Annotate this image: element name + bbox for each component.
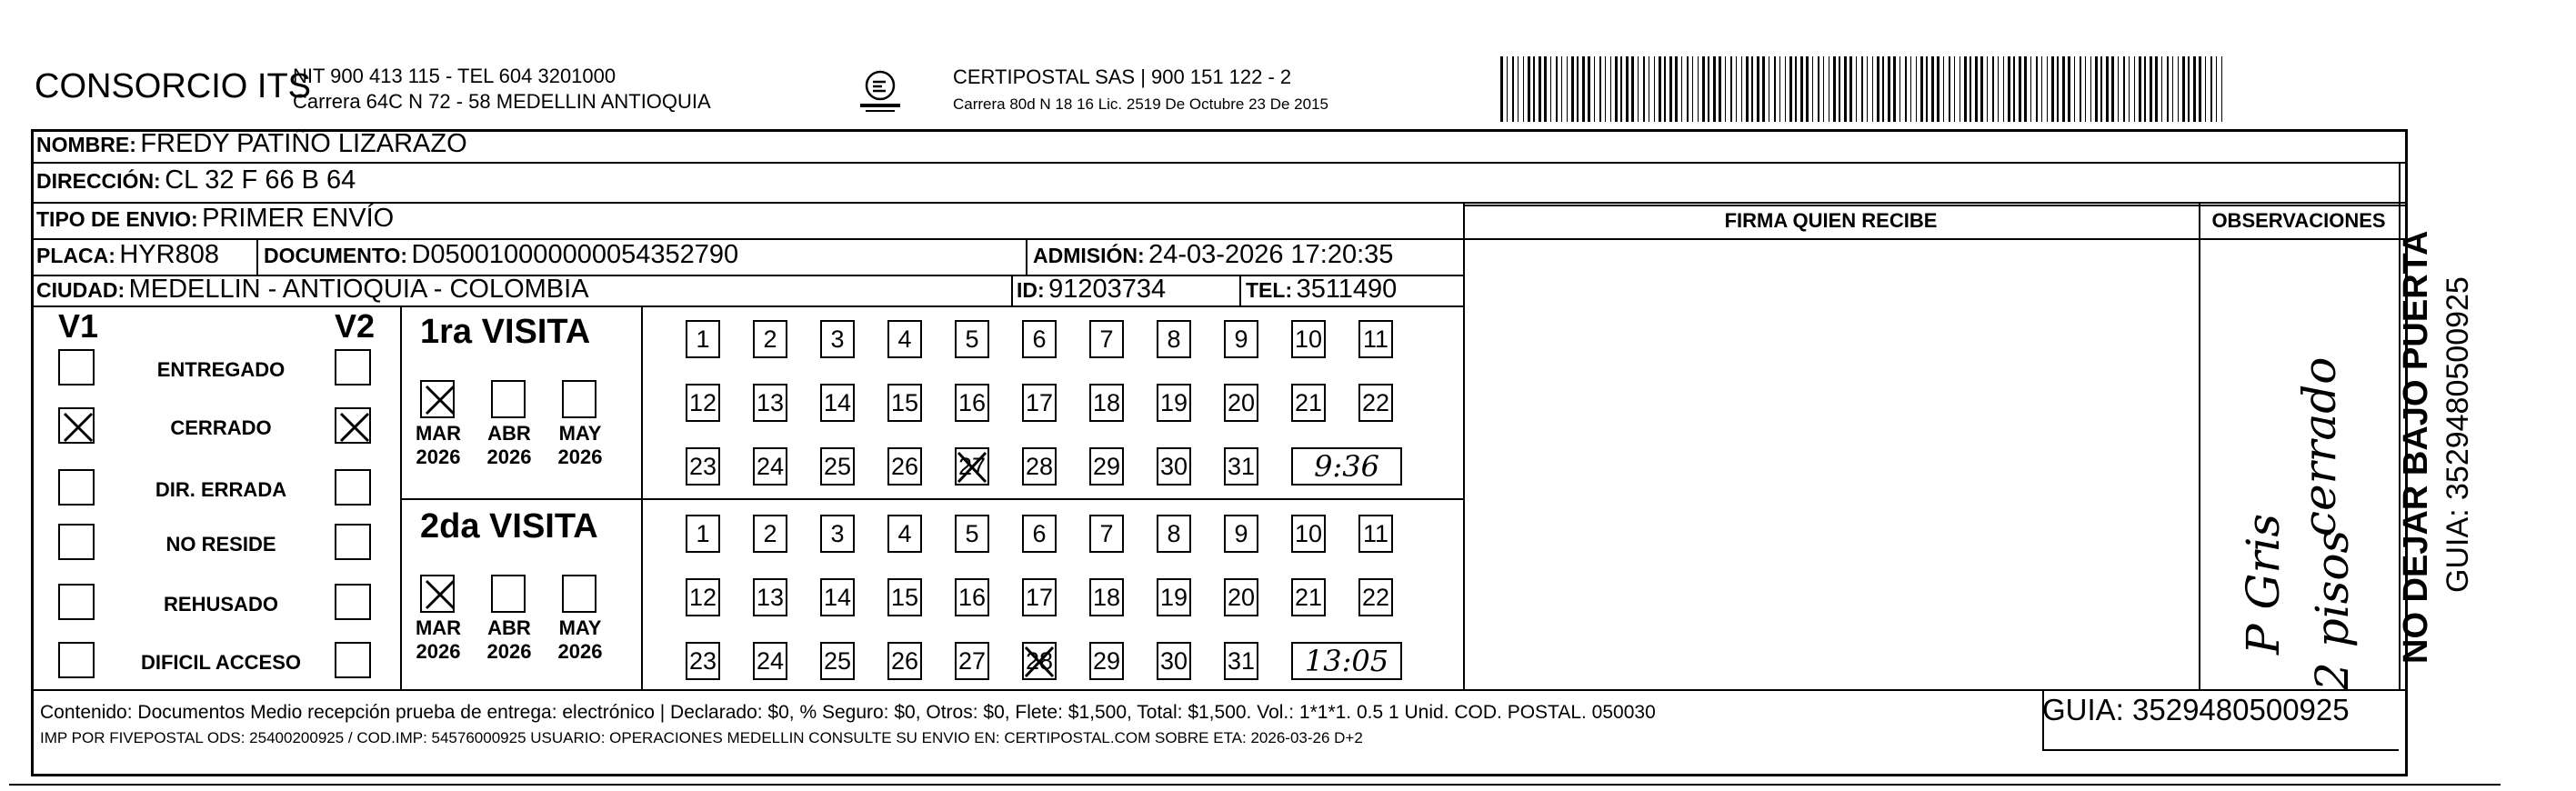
visit-time-field[interactable]: 9:36 <box>1291 447 1402 486</box>
month-name: MAY <box>558 422 602 445</box>
x-mark-icon <box>62 411 95 444</box>
status-v1-checkbox[interactable] <box>58 524 95 560</box>
status-v2-checkbox[interactable] <box>335 524 371 560</box>
col-divider <box>1011 275 1013 305</box>
day-checkbox[interactable]: 8 <box>1157 320 1191 358</box>
day-checkbox[interactable]: 18 <box>1089 384 1124 422</box>
documento-row <box>264 240 738 270</box>
placa-row <box>36 240 219 270</box>
month-label <box>551 616 609 664</box>
contenido-line: Contenido: Documentos Medio recepción prueba de entrega: electrónico | Declarado: $0, % Seguro: $0, Otros: $0, Flete: $1,500, Total: $1,500. Vol.: 1*1*1. 0.5 1 Unid. COD. POSTAL. 050030 <box>40 702 1656 723</box>
day-checkbox[interactable]: 1 <box>686 320 720 358</box>
tel-label: TEL: <box>1246 278 1293 302</box>
day-checkbox[interactable]: 26 <box>887 447 922 486</box>
barcode-icon <box>1500 56 2228 122</box>
day-checkbox[interactable]: 13 <box>753 384 787 422</box>
day-checkbox[interactable]: 31 <box>1224 642 1258 680</box>
day-checkbox[interactable]: 19 <box>1157 384 1191 422</box>
day-checkbox[interactable]: 3 <box>820 515 855 553</box>
month-year: 2026 <box>486 640 532 663</box>
direccion-label: DIRECCIÓN: <box>36 169 161 193</box>
day-checkbox[interactable]: 4 <box>887 515 922 553</box>
status-v1-checkbox[interactable] <box>58 349 95 385</box>
status-v2-checkbox[interactable] <box>335 407 371 444</box>
day-checkbox[interactable]: 25 <box>820 447 855 486</box>
month-checkbox[interactable] <box>420 575 455 613</box>
day-checkbox[interactable]: 27 <box>955 447 989 486</box>
col-divider <box>256 238 258 275</box>
col-divider <box>2199 202 2200 689</box>
day-checkbox[interactable]: 2 <box>753 515 787 553</box>
day-checkbox[interactable]: 8 <box>1157 515 1191 553</box>
row-divider <box>31 689 2408 691</box>
placa-label: PLACA: <box>36 244 115 267</box>
month-name: MAY <box>558 616 602 639</box>
day-checkbox[interactable]: 2 <box>753 320 787 358</box>
status-v1-checkbox[interactable] <box>58 407 95 444</box>
day-checkbox[interactable]: 11 <box>1358 515 1393 553</box>
status-v2-checkbox[interactable] <box>335 349 371 385</box>
visit-time-field[interactable]: 13:05 <box>1291 642 1402 680</box>
status-option-label: ENTREGADO <box>156 358 286 381</box>
company-name: CONSORCIO ITS <box>35 67 312 105</box>
day-checkbox[interactable]: 29 <box>1089 447 1124 486</box>
day-checkbox[interactable]: 21 <box>1291 384 1326 422</box>
tel-row <box>1246 275 1397 305</box>
day-checkbox[interactable]: 18 <box>1089 578 1124 616</box>
day-checkbox[interactable]: 28 <box>1022 447 1057 486</box>
day-checkbox[interactable]: 17 <box>1022 578 1057 616</box>
row-divider <box>31 162 2408 164</box>
day-checkbox[interactable]: 12 <box>686 384 720 422</box>
nombre-label: NOMBRE: <box>36 133 136 156</box>
day-checkbox[interactable]: 20 <box>1224 384 1258 422</box>
imp-line: IMP POR FIVEPOSTAL ODS: 25400200925 / COD.IMP: 54576000925 USUARIO: OPERACIONES MEDELLIN CONSULTE SU ENVIO EN: CERTIPOSTAL.COM SOBRE ETA: 2026-03-26 D+2 <box>40 729 1363 746</box>
company-address: Carrera 64C N 72 - 58 MEDELLIN ANTIOQUIA <box>293 90 711 113</box>
carrier-info <box>953 64 1328 118</box>
month-year: 2026 <box>557 446 603 468</box>
nombre-value: FREDY PATIÑO LIZARAZO <box>140 129 467 158</box>
direccion-row <box>36 165 356 195</box>
row-divider <box>1463 238 2408 240</box>
x-mark-icon <box>1022 642 1057 680</box>
day-checkbox[interactable]: 6 <box>1022 320 1057 358</box>
tipo-envio-value: PRIMER ENVÍO <box>202 204 395 233</box>
day-checkbox[interactable]: 17 <box>1022 384 1057 422</box>
day-checkbox[interactable]: 23 <box>686 447 720 486</box>
x-mark-icon <box>424 384 456 416</box>
ciudad-row <box>36 275 589 305</box>
ciudad-value: MEDELLIN - ANTIOQUIA - COLOMBIA <box>128 275 589 304</box>
carrier-license: Carrera 80d N 18 16 Lic. 2519 De Octubre 23 De 2015 <box>953 95 1328 113</box>
month-checkbox[interactable] <box>562 575 596 613</box>
month-checkbox[interactable] <box>491 380 526 418</box>
day-checkbox[interactable]: 30 <box>1157 447 1191 486</box>
direccion-value: CL 32 F 66 B 64 <box>165 165 356 195</box>
day-checkbox[interactable]: 10 <box>1291 320 1326 358</box>
day-checkbox[interactable]: 16 <box>955 578 989 616</box>
status-v2-checkbox[interactable] <box>335 469 371 506</box>
month-year: 2026 <box>486 446 532 468</box>
placa-value: HYR808 <box>119 240 219 269</box>
col-divider <box>1239 275 1241 305</box>
month-name: ABR <box>487 616 531 639</box>
guia-box-bottom <box>2042 749 2399 751</box>
day-checkbox[interactable]: 31 <box>1224 447 1258 486</box>
month-checkbox[interactable] <box>562 380 596 418</box>
month-year: 2026 <box>416 640 461 663</box>
day-checkbox[interactable]: 4 <box>887 320 922 358</box>
day-checkbox[interactable]: 6 <box>1022 515 1057 553</box>
status-option-label: REHUSADO <box>164 593 278 616</box>
month-year: 2026 <box>416 446 461 468</box>
month-name: MAR <box>415 422 462 445</box>
status-v1-checkbox[interactable] <box>58 584 95 620</box>
admision-label: ADMISIÓN: <box>1033 244 1145 267</box>
observaciones-handwriting <box>2219 264 2391 691</box>
status-v2-checkbox[interactable] <box>335 584 371 620</box>
month-name: ABR <box>487 422 531 445</box>
day-checkbox[interactable]: 16 <box>955 384 989 422</box>
day-checkbox[interactable]: 5 <box>955 515 989 553</box>
month-year: 2026 <box>557 640 603 663</box>
carrier-line: CERTIPOSTAL SAS | 900 151 122 - 2 <box>953 65 1292 88</box>
day-checkbox[interactable]: 20 <box>1224 578 1258 616</box>
month-label <box>480 616 538 664</box>
company-contact <box>293 64 711 115</box>
day-checkbox[interactable]: 15 <box>887 578 922 616</box>
x-mark-icon <box>955 447 989 486</box>
day-checkbox[interactable]: 24 <box>753 447 787 486</box>
day-checkbox[interactable]: 29 <box>1089 642 1124 680</box>
observaciones-hw-line: P Gris <box>2237 513 2290 655</box>
day-checkbox[interactable]: 5 <box>955 320 989 358</box>
month-checkbox[interactable] <box>491 575 526 613</box>
day-checkbox[interactable]: 26 <box>887 642 922 680</box>
status-option-label: DIR. ERRADA <box>155 478 287 501</box>
day-checkbox[interactable]: 22 <box>1358 578 1393 616</box>
day-checkbox[interactable]: 24 <box>753 642 787 680</box>
day-checkbox[interactable]: 3 <box>820 320 855 358</box>
status-v1-checkbox[interactable] <box>58 469 95 506</box>
month-label <box>480 422 538 469</box>
month-label <box>409 616 467 664</box>
nit-line: NIT 900 413 115 - TEL 604 3201000 <box>293 65 616 87</box>
day-checkbox[interactable]: 9 <box>1224 320 1258 358</box>
day-checkbox[interactable]: 22 <box>1358 384 1393 422</box>
documento-value: D050010000000054352790 <box>411 240 739 269</box>
day-checkbox[interactable]: 14 <box>820 384 855 422</box>
col-divider <box>1463 202 1465 689</box>
observaciones-hw-line: cerrado <box>2293 356 2346 536</box>
day-checkbox[interactable]: 15 <box>887 384 922 422</box>
month-label <box>551 422 609 469</box>
day-checkbox[interactable]: 30 <box>1157 642 1191 680</box>
v1-header: V1 <box>58 307 99 345</box>
visit-title: 1ra VISITA <box>420 313 591 351</box>
day-checkbox[interactable]: 25 <box>820 642 855 680</box>
day-checkbox[interactable]: 21 <box>1291 578 1326 616</box>
day-checkbox[interactable]: 14 <box>820 578 855 616</box>
col-divider <box>1026 238 1027 275</box>
guia-number: GUIA: 3529480500925 <box>2042 693 2350 726</box>
month-checkbox[interactable] <box>420 380 455 418</box>
day-checkbox[interactable]: 27 <box>955 642 989 680</box>
col-divider <box>400 305 402 689</box>
status-option-label: DIFICIL ACCESO <box>140 651 301 674</box>
v2-header: V2 <box>335 307 376 345</box>
visit-title: 2da VISITA <box>420 507 598 546</box>
admision-value: 24-03-2026 17:20:35 <box>1148 240 1394 269</box>
id-label: ID: <box>1017 278 1045 302</box>
tipo-envio-label: TIPO DE ENVIO: <box>36 207 198 231</box>
row-divider <box>31 305 1463 307</box>
row-divider <box>1463 205 2408 206</box>
ciudad-label: CIUDAD: <box>36 278 125 302</box>
tipo-envio-row <box>36 204 394 234</box>
day-checkbox[interactable]: 19 <box>1157 578 1191 616</box>
day-checkbox[interactable]: 10 <box>1291 515 1326 553</box>
id-value: 91203734 <box>1048 275 1167 304</box>
day-checkbox[interactable]: 23 <box>686 642 720 680</box>
visit-divider <box>400 498 1463 500</box>
nombre-row <box>36 129 467 159</box>
status-option-label: NO RESIDE <box>165 533 276 556</box>
status-option-label: CERRADO <box>170 416 272 439</box>
tel-value: 3511490 <box>1296 275 1398 304</box>
certipostal-logo-icon <box>855 65 906 116</box>
observaciones-hw-line: 2 pisos <box>2306 529 2359 691</box>
documento-label: DOCUMENTO: <box>264 244 408 267</box>
side-guia: GUIA: 3529480500925 <box>2441 276 2475 593</box>
month-name: MAR <box>415 616 462 639</box>
bottom-rule <box>9 784 2501 786</box>
day-checkbox[interactable]: 1 <box>686 515 720 553</box>
x-mark-icon <box>424 578 456 611</box>
day-checkbox[interactable]: 12 <box>686 578 720 616</box>
observaciones-header: OBSERVACIONES <box>2211 209 2386 232</box>
firma-header: FIRMA QUIEN RECIBE <box>1724 209 1938 232</box>
id-row <box>1017 275 1166 305</box>
day-checkbox[interactable]: 28 <box>1022 642 1057 680</box>
status-v1-checkbox[interactable] <box>58 642 95 678</box>
day-checkbox[interactable]: 9 <box>1224 515 1258 553</box>
day-checkbox[interactable]: 7 <box>1089 515 1124 553</box>
side-warning: NO DEJAR BAJO PUERTA <box>2397 230 2435 664</box>
col-divider <box>641 305 643 689</box>
status-v2-checkbox[interactable] <box>335 642 371 678</box>
month-label <box>409 422 467 469</box>
x-mark-icon <box>338 411 371 444</box>
day-checkbox[interactable]: 11 <box>1358 320 1393 358</box>
day-checkbox[interactable]: 7 <box>1089 320 1124 358</box>
day-checkbox[interactable]: 13 <box>753 578 787 616</box>
admision-row <box>1033 240 1393 270</box>
